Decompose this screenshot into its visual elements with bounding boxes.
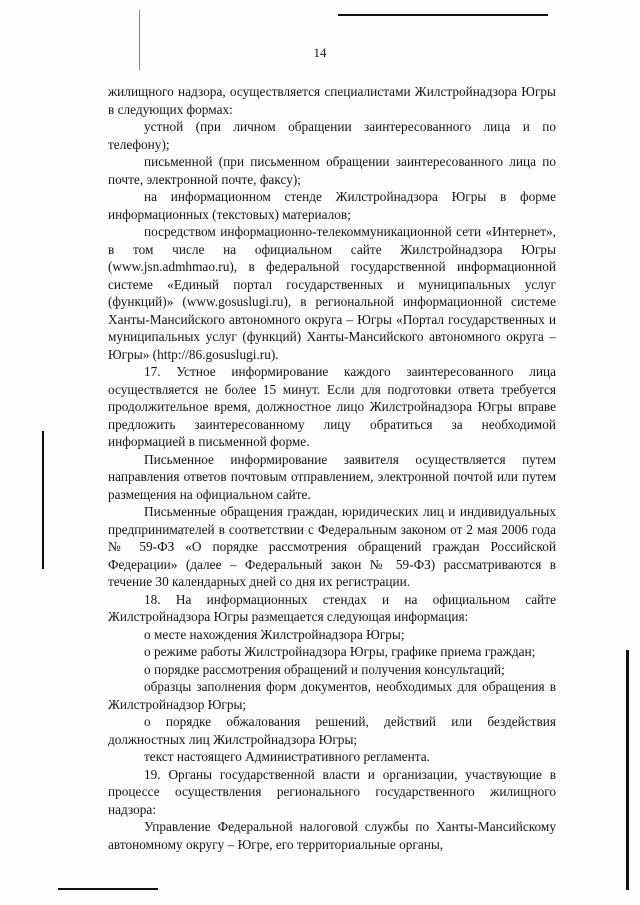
- paragraph: 19. Органы государственной власти и организации, участвующие в процессе осуществления регионального государственного жилищного надзора:: [108, 766, 556, 817]
- scan-line-top: [338, 14, 548, 16]
- paragraph: на информационном стенде Жилстройнадзора Югры в форме информационных (текстовых) материалов;: [108, 189, 556, 222]
- scan-line-left: [42, 431, 44, 569]
- paragraph: жилищного надзора, осуществляется специалистами Жилстройнадзора Югры в следующих формах:: [108, 84, 556, 117]
- paragraph: 18. На информационных стендах и на официальном сайте Жилстройнадзора Югры размещается следующая информация:: [108, 591, 556, 624]
- paragraph: о месте нахождения Жилстройнадзора Югры;: [144, 626, 405, 642]
- paragraph: о порядке рассмотрения обращений и получения консультаций;: [144, 661, 505, 677]
- paragraph: Управление Федеральной налоговой службы по Ханты-Мансийскому автономному округу – Югре, его территориальные органы,: [108, 819, 556, 852]
- scan-mark-top-left: [139, 10, 140, 70]
- page-number: 14: [313, 45, 327, 60]
- paragraph: Письменные обращения граждан, юридических лиц и индивидуальных предпринимателей в соответствии с Федеральным законом от 2 мая 2006 года № 59-ФЗ «О порядке рассмотрения обращений граждан Российской Федерации» (далее – Федеральный закон № 59-ФЗ) рассматриваются в течение 30 календарных дней со дня их регистрации.: [108, 504, 556, 589]
- paragraph: о режиме работы Жилстройнадзора Югры, графике приема граждан;: [144, 644, 536, 659]
- paragraph: 17. Устное информирование каждого заинтересованного лица осуществляется не более 15 минут. Если для подготовки ответа требуется продолжительное время, должностное лицо Жилстройнадзора Югры вправе предложить заинтересованному лицу обратиться за необходимой информацией в письменной форме.: [108, 364, 556, 449]
- scan-line-right: [626, 650, 629, 890]
- paragraph: о порядке обжалования решений, действий или бездействия должностных лиц Жилстройнадзора Югры;: [108, 714, 556, 747]
- paragraph: текст настоящего Административного регламента.: [144, 749, 430, 764]
- paragraph: образцы заполнения форм документов, необходимых для обращения в Жилстройнадзор Югры;: [108, 679, 556, 712]
- paragraph: Письменное информирование заявителя осуществляется путем направления ответов почтовым отправлением, электронной почтой или путем размещения на официальном сайте.: [108, 451, 556, 502]
- paragraph: посредством информационно-телекоммуникационной сети «Интернет», в том числе на официальном сайте Жилстройнадзора Югры (www.jsn.admhmao.ru), в федеральной государственной информационной системе «Единый портал государственных и муниципальных услуг (функций)» (www.gosuslugi.ru), в региональной информационной системе Ханты-Мансийского автономного округа – Югры «Портал государственных и муниципальных услуг (функций) Ханты-Мансийского автономного округа – Югры» (http://86.gosuslugi.ru).: [108, 224, 556, 362]
- document-body: [108, 83, 556, 853]
- paragraph: письменной (при письменном обращении заинтересованного лица по почте, электронной почте, факсу);: [108, 154, 556, 187]
- paragraph: устной (при личном обращении заинтересованного лица и по телефону);: [108, 119, 556, 152]
- scan-line-bottom: [58, 888, 158, 890]
